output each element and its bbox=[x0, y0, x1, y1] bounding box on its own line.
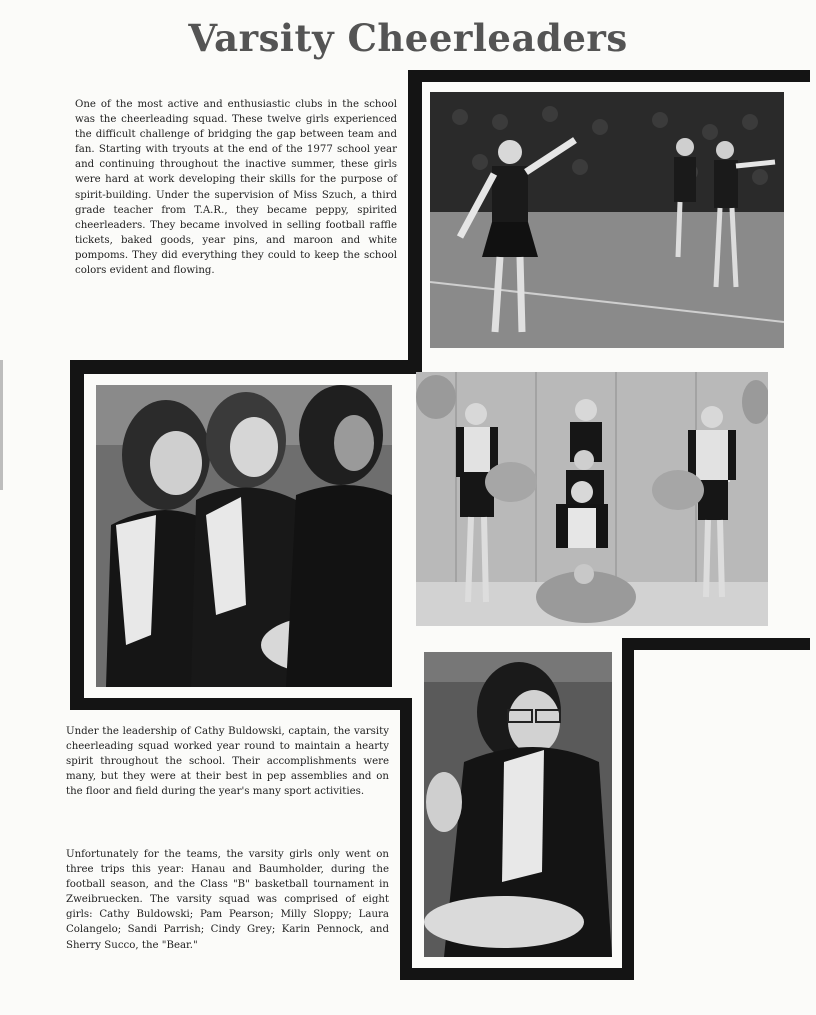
scan-edge bbox=[0, 360, 3, 490]
pyramid-formation-photo bbox=[416, 372, 768, 626]
frame-bar-right-vert bbox=[622, 638, 634, 980]
intro-paragraph: One of the most active and enthusiastic clubs in the school was the cheerleading squad. These twelve girls experienced the difficult challenge of bridging the gap between team and fan. Starting with tryouts at the end of the 1977 school year and continuing throughout the inactive summer, these girls were hard at work developing their skills for the purpose of spirit-building. Under the supervision of Miss Szuch, a third grade teacher from T.A.R., they became peppy, spirited cheerleaders. They became involved in selling football raffle tickets, baked goods, year pins, and maroon and white pompoms. They did everything they could to keep the school colors evident and flowing. bbox=[75, 99, 397, 277]
trips-paragraph: Unfortunately for the teams, the varsity girls only went on three trips this year: Hanau and Baumholder, during the football season, and the Class "B" basketball tournament in Zweibruecken. The varsity squad was comprised of eight girls: Cathy Buldowski; Pam Pearson; Milly Sloppy; Laura Colangelo; Sandi Parrish; Cindy Grey; Karin Pennock, and Sherry Succo, the "Bear." bbox=[66, 849, 389, 951]
frame-bar-lower-right bbox=[400, 698, 412, 980]
cheerleaders-on-court-photo bbox=[430, 92, 784, 348]
frame-bar-mid-left bbox=[70, 360, 84, 710]
frame-bar-right-top bbox=[622, 638, 810, 650]
frame-bar-top-left bbox=[408, 70, 422, 362]
three-girls-seated-photo bbox=[96, 385, 392, 687]
frame-bar-top bbox=[408, 70, 810, 82]
leadership-paragraph: Under the leadership of Cathy Buldowski, captain, the varsity cheerleading squad worked year round to maintain a hearty spirit throughout the school. Their accomplishments were many, but they were at their best in pep assemblies and on the floor and field during the year's many sport activities. bbox=[66, 726, 389, 798]
frame-bar-mid bbox=[70, 360, 422, 374]
girl-with-glasses-photo bbox=[424, 652, 612, 957]
frame-bar-bottom bbox=[400, 968, 634, 980]
frame-bar-lower bbox=[70, 698, 412, 710]
page-title: Varsity Cheerleaders bbox=[188, 16, 628, 60]
